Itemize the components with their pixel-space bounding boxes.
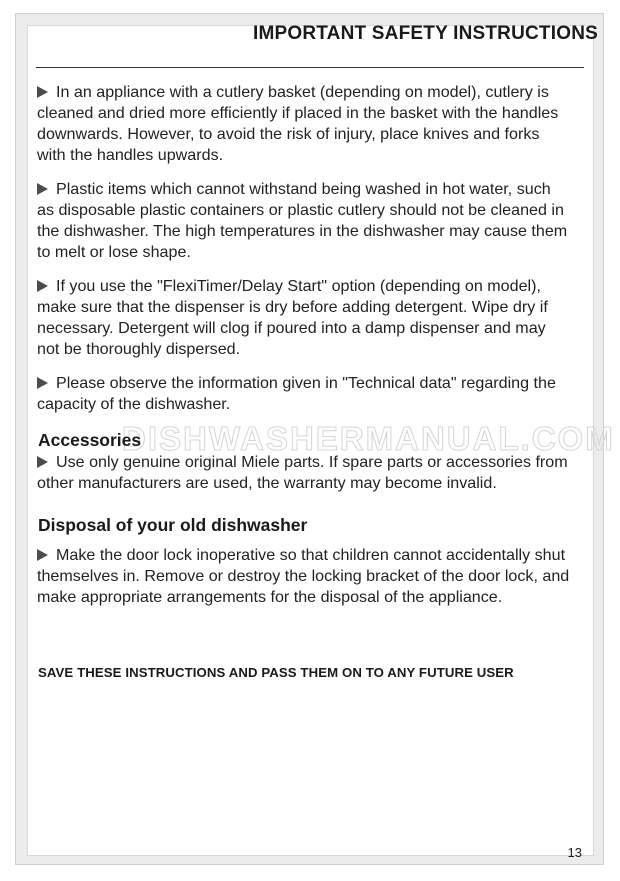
paragraph-text: Please observe the information given in "Technical data" regarding the capacity of the dishwasher.	[37, 374, 556, 413]
paragraph-text: In an appliance with a cutlery basket (depending on model), cutlery is cleaned and dried more efficiently if placed in the basket with the handles downwards. However, to avoid the risk of injury, place knives and forks with the handles upwards.	[37, 83, 559, 164]
paragraph-text: Use only genuine original Miele parts. If spare parts or accessories from other manufacturers are used, the warranty may become invalid.	[37, 453, 568, 492]
paragraph-text: Make the door lock inoperative so that children cannot accidentally shut themselves in. Remove or destroy the locking bracket of the door lock, and make appropriate arrangements for the disposal of the appliance.	[37, 546, 570, 606]
play-triangle-icon	[37, 377, 48, 389]
play-triangle-icon	[37, 280, 48, 292]
paragraph-text: If you use the "FlexiTimer/Delay Start" option (depending on model), make sure that the dispenser is dry before adding detergent. Wipe dry if necessary. Detergent will clog if poured into a damp dispenser and may not be thoroughly dispersed.	[37, 277, 548, 358]
instruction-paragraph	[37, 82, 572, 166]
accessories-heading: Accessories	[38, 430, 142, 450]
disposal-paragraph	[37, 545, 572, 608]
header-divider	[36, 67, 584, 68]
play-triangle-icon	[37, 183, 48, 195]
main-content	[37, 82, 572, 621]
play-triangle-icon	[37, 456, 48, 468]
page-title: IMPORTANT SAFETY INSTRUCTIONS	[253, 23, 598, 44]
instruction-paragraph	[37, 373, 572, 415]
paragraph-text: Plastic items which cannot withstand being washed in hot water, such as disposable plastic containers or plastic cutlery should not be cleaned in the dishwasher. The high temperatures in the dishwasher may cause them to melt or lose shape.	[37, 180, 568, 261]
instruction-paragraph	[37, 276, 572, 360]
page-number: 13	[567, 845, 582, 860]
play-triangle-icon	[37, 86, 48, 98]
disposal-heading: Disposal of your old dishwasher	[38, 515, 308, 535]
instruction-paragraph	[37, 179, 572, 263]
save-instructions-note: SAVE THESE INSTRUCTIONS AND PASS THEM ON TO ANY FUTURE USER	[38, 665, 514, 680]
play-triangle-icon	[37, 549, 48, 561]
accessories-paragraph	[37, 452, 572, 494]
